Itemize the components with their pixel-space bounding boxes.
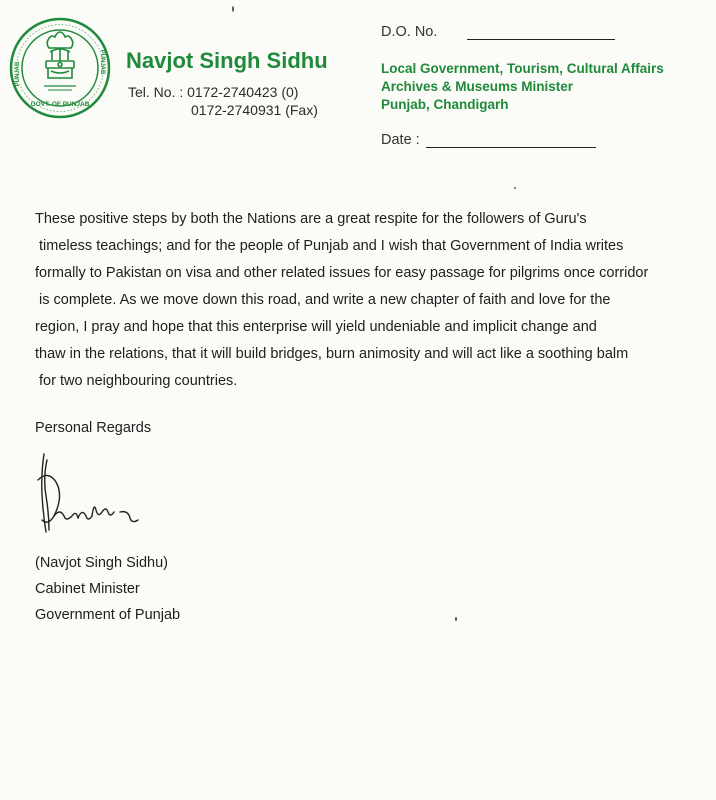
- date-field: [381, 132, 596, 148]
- seal-left-text: PUNJAB: [15, 61, 21, 87]
- seal-right-text: PUNJAB: [99, 49, 105, 75]
- signatory-title: Cabinet Minister: [35, 581, 140, 597]
- do-label: D.O. No.: [381, 24, 438, 40]
- closing-salutation: Personal Regards: [35, 420, 152, 436]
- seal-bottom-text: GOVT. OF PUNJAB: [30, 101, 90, 108]
- office-line: Local Government, Tourism, Cultural Affairs: [381, 61, 664, 76]
- body-line: is complete. As we move down this road, and write a new chapter of faith and love for the: [39, 292, 611, 308]
- signatory-block: [35, 550, 180, 628]
- scan-speck: [514, 187, 516, 189]
- scan-speck: [232, 6, 234, 12]
- punjab-government-seal: [8, 16, 112, 120]
- telephone-block: [128, 83, 318, 119]
- date-blank-line: [426, 147, 596, 148]
- body-line: These positive steps by both the Nations are a great respite for the followers of Guru's: [35, 211, 587, 227]
- date-label: Date :: [381, 132, 420, 148]
- office-line: Punjab, Chandigarh: [381, 97, 509, 112]
- office-line: Archives & Museums Minister: [381, 79, 574, 94]
- handwritten-signature: [34, 450, 152, 542]
- tel-number-office: 0172-2740423 (0): [187, 84, 299, 100]
- signatory-department: Government of Punjab: [35, 607, 181, 623]
- body-line: for two neighbouring countries.: [39, 373, 238, 389]
- body-line: formally to Pakistan on visa and other related issues for easy passage for pilgrims once corridor: [35, 265, 649, 281]
- do-blank-line: [467, 39, 615, 40]
- tel-label: Tel. No. :: [128, 84, 184, 100]
- signatory-name: (Navjot Singh Sidhu): [35, 555, 168, 571]
- body-line: timeless teachings; and for the people of Punjab and I wish that Government of India writes: [39, 238, 624, 254]
- scan-speck: [455, 617, 457, 621]
- letter-body: [35, 206, 695, 395]
- do-number-field: [381, 24, 615, 40]
- office-address: [381, 60, 664, 114]
- body-line: thaw in the relations, that it will build bridges, burn animosity and will act like a soothing balm: [35, 346, 629, 362]
- tel-number-fax: 0172-2740931 (Fax): [191, 102, 318, 118]
- letterhead-name: Navjot Singh Sidhu: [126, 48, 328, 73]
- body-line: region, I pray and hope that this enterprise will yield undeniable and implicit change and: [35, 319, 597, 335]
